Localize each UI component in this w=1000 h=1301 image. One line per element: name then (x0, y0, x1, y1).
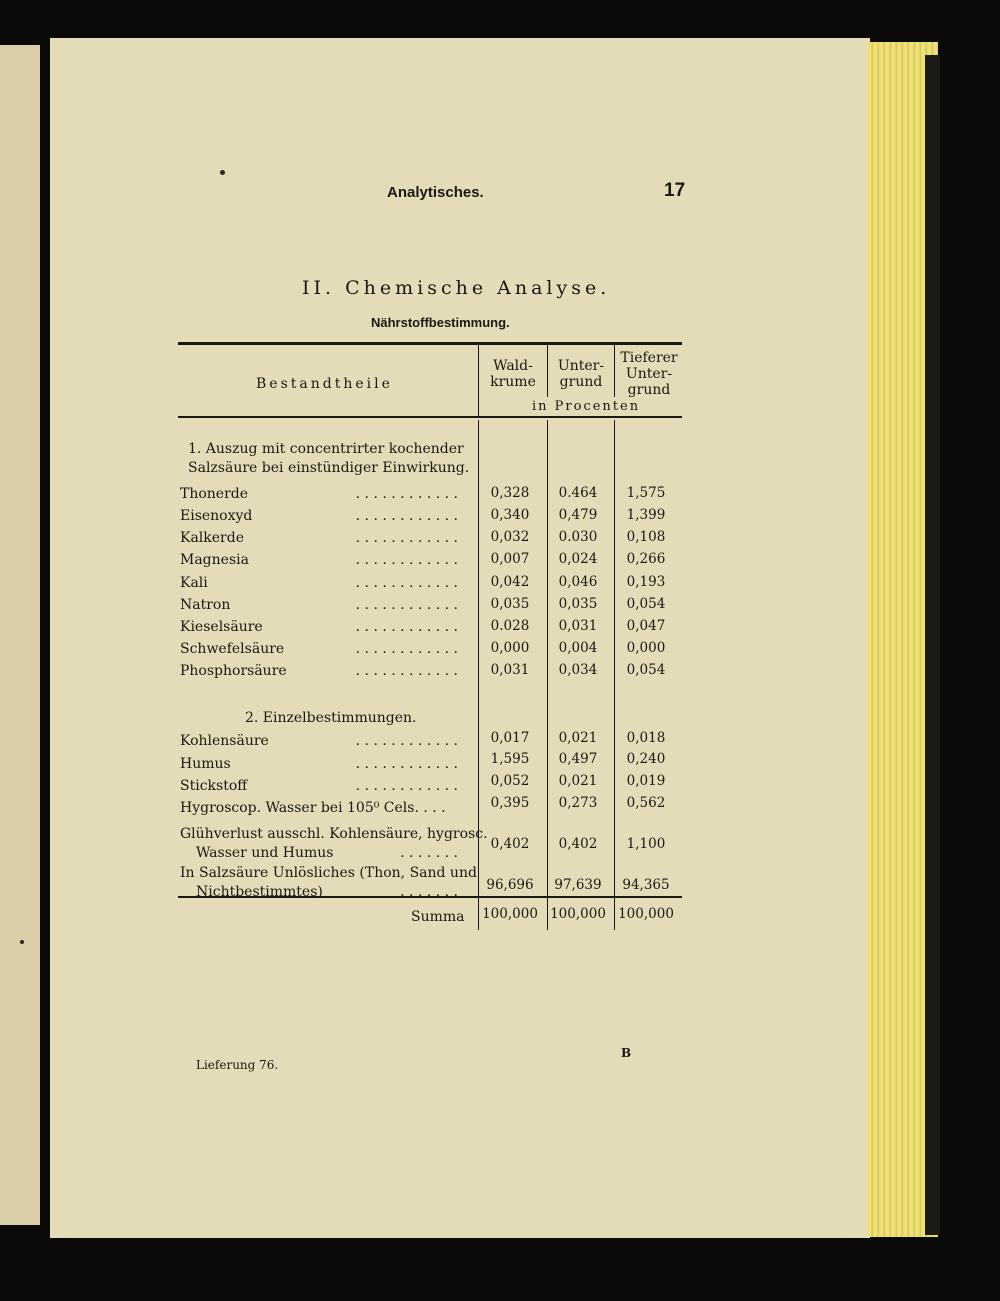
leader-dots: . . . . . . . . . . . . (355, 508, 458, 524)
column-header-waldkrume (482, 358, 544, 390)
leader-dots: . . . . . . . . . . . . (355, 575, 458, 591)
row-label: Kieselsäure (180, 619, 263, 635)
row-label: Eisenoxyd (180, 508, 253, 524)
row-label-continued: Wasser und Humus (196, 845, 334, 861)
page-number: 17 (664, 180, 686, 201)
row-label: Phosphorsäure (180, 663, 287, 679)
cell-value: 0,021 (558, 773, 598, 789)
header-line: Unter- (557, 358, 605, 374)
leader-dots: . . . . . . . (400, 884, 458, 900)
header-line: grund (559, 374, 603, 390)
section2-heading: 2. Einzelbestimmungen. (245, 710, 417, 726)
cell-value: 0,032 (490, 529, 530, 545)
column-label-bestandtheile: Bestandtheile (256, 376, 393, 392)
cell-value: 0,000 (626, 640, 666, 656)
footer-signature: B (621, 1046, 632, 1060)
cell-value: 0,340 (490, 507, 530, 523)
book-page (50, 38, 870, 1238)
cell-value: 0,007 (490, 551, 530, 567)
footer-lieferung: Lieferung 76. (196, 1058, 279, 1072)
cell-value: 0,108 (626, 529, 666, 545)
header-line: Wald- (493, 358, 533, 374)
table-header-rule (178, 416, 682, 418)
cell-value: 0,328 (490, 485, 530, 501)
cell-value: 0,193 (626, 574, 666, 590)
cell-value: 0,042 (490, 574, 530, 590)
sum-value: 100,000 (482, 906, 538, 922)
cell-value: 0,266 (626, 551, 666, 567)
row-label: In Salzsäure Unlösliches (Thon, Sand und (180, 865, 477, 881)
cell-value: 0,046 (558, 574, 598, 590)
cell-value: 0,479 (558, 507, 598, 523)
column-divider (547, 345, 548, 397)
section1-heading-line1: 1. Auszug mit concentrirter kochender (188, 441, 464, 457)
sum-value: 100,000 (550, 906, 606, 922)
column-divider (614, 345, 615, 397)
row-label: Magnesia (180, 552, 249, 568)
row-label: Kalkerde (180, 530, 244, 546)
leader-dots: . . . . . . . . . . . . (355, 641, 458, 657)
cell-value: 0,497 (558, 751, 598, 767)
cell-value: 0,019 (626, 773, 666, 789)
leader-dots: . . . . . . . . . . . . (355, 778, 458, 794)
header-line: Unter- (625, 366, 673, 382)
cell-value: 0,054 (626, 662, 666, 678)
cell-value: 0,024 (558, 551, 598, 567)
header-line: krume (490, 374, 536, 390)
cell-value: 1,595 (490, 751, 530, 767)
unit-note: in Procenten (532, 399, 641, 414)
cell-value: 0,035 (490, 596, 530, 612)
leader-dots: . . . . . . . . . . . . (355, 530, 458, 546)
cell-value: 0,054 (626, 596, 666, 612)
column-header-tieferer-untergrund (617, 350, 681, 398)
cell-value: 0,021 (558, 730, 598, 746)
row-label: Kohlensäure (180, 733, 269, 749)
cell-value: 0.028 (490, 618, 530, 634)
row-label: Natron (180, 597, 231, 613)
cell-value: 0,047 (626, 618, 666, 634)
row-label: Humus (180, 756, 231, 772)
row-label-continued: Nichtbestimmtes) (196, 884, 323, 900)
leader-dots: . . . . . . . . . . . . (355, 552, 458, 568)
leader-dots: . . . . . . . . . . . . (355, 486, 458, 502)
cell-value: 97,639 (554, 877, 602, 893)
ink-speck (20, 940, 24, 944)
row-label: Stickstoff (180, 778, 248, 794)
ink-speck (220, 170, 225, 175)
cell-value: 0,562 (626, 795, 666, 811)
cell-value: 0,004 (558, 640, 598, 656)
cell-value: 0,395 (490, 795, 530, 811)
row-label: Schwefelsäure (180, 641, 285, 657)
cell-value: 96,696 (486, 877, 534, 893)
leader-dots: . . . . . . . . . . . . (355, 733, 458, 749)
cell-value: 0,031 (558, 618, 598, 634)
leader-dots: . . . . . . . . . . . . (355, 619, 458, 635)
cell-value: 94,365 (622, 877, 670, 893)
section-title: II. Chemische Analyse. (302, 277, 611, 299)
header-line: grund (627, 382, 671, 398)
cell-value: 0,035 (558, 596, 598, 612)
cell-value: 0.030 (558, 529, 598, 545)
cell-value: 1,575 (626, 485, 666, 501)
cell-value: 0.464 (558, 485, 598, 501)
table-top-rule (178, 342, 682, 345)
leader-dots: . . . . . . . (400, 845, 458, 861)
cell-value: 1,399 (626, 507, 666, 523)
column-header-untergrund (550, 358, 612, 390)
row-label: Hygroscop. Wasser bei 105⁰ Cels. . . . (180, 800, 446, 816)
cell-value: 0,273 (558, 795, 598, 811)
section1-heading-line2: Salzsäure bei einstündiger Einwirkung. (188, 460, 470, 476)
cell-value: 0,402 (558, 836, 598, 852)
cell-value: 0,034 (558, 662, 598, 678)
cell-value: 1,100 (626, 836, 666, 852)
leader-dots: . . . . . . . . . . . . (355, 597, 458, 613)
cell-value: 0,240 (626, 751, 666, 767)
cell-value: 0,031 (490, 662, 530, 678)
sum-value: 100,000 (618, 906, 674, 922)
cell-value: 0,402 (490, 836, 530, 852)
cell-value: 0,018 (626, 730, 666, 746)
row-label: Kali (180, 575, 208, 591)
book-cover-edge (925, 55, 940, 1235)
row-label: Glühverlust ausschl. Kohlensäure, hygrosc. (180, 826, 488, 842)
column-divider (478, 345, 479, 416)
leader-dots: . . . . . . . . . . . . (355, 756, 458, 772)
table-subtitle: Nährstoffbestimmung. (371, 315, 510, 330)
sum-label: Summa (411, 909, 465, 925)
leader-dots: . . . . . . . . . . . . (355, 663, 458, 679)
header-line: Tieferer (620, 350, 678, 366)
facing-page (0, 45, 40, 1225)
cell-value: 0,000 (490, 640, 530, 656)
cell-value: 0,017 (490, 730, 530, 746)
running-title: Analytisches. (387, 184, 484, 201)
cell-value: 0,052 (490, 773, 530, 789)
row-label: Thonerde (180, 486, 249, 502)
